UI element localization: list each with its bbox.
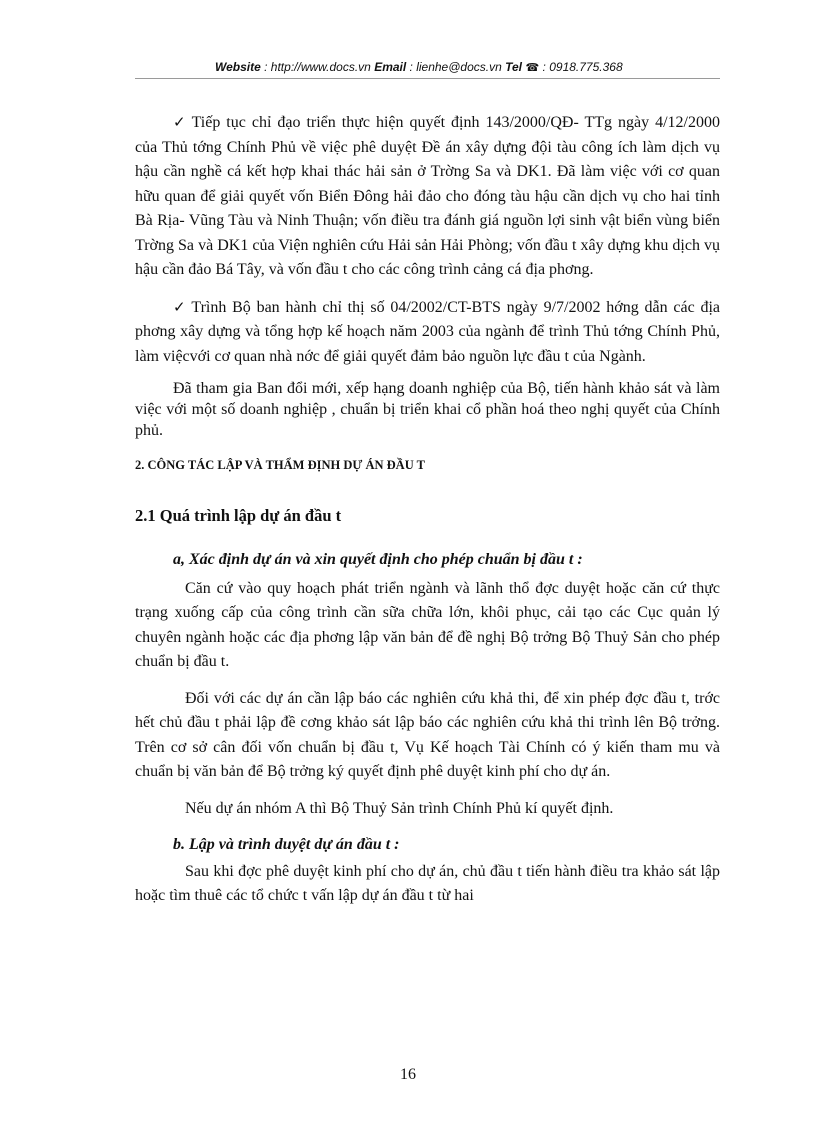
email-value: : lienhe@docs.vn xyxy=(406,60,506,74)
paragraph-5: Đối với các dự án cần lập báo các nghiên cứu khả thi, để xin phép đợc đầu t, trớc hết chủ đầu t phải lập đề cơng khảo sát lập báo các nghiên cứu khả thi trình lên Bộ trởng. Trên cơ sở cân đối vốn chuẩn bị đầu t, Vụ Kế hoạch Tài Chính có ý kiến tham mu và chuẩn bị văn bản để Bộ trởng ký quyết định phê duyệt kinh phí cho dự án. xyxy=(135,689,720,780)
checkmark-icon: ✓ xyxy=(173,297,188,316)
subsection-heading-b: b. Lập và trình duyệt dự án đầu t : xyxy=(173,836,400,853)
section-heading-2: 2. CÔNG TÁC LẬP VÀ THẨM ĐỊNH DỰ ÁN ĐẦU T xyxy=(135,458,425,472)
paragraph-1 xyxy=(135,110,720,283)
header-contact-line xyxy=(215,60,695,74)
paragraph-6: Nếu dự án nhóm A thì Bộ Thuỷ Sản trình Chính Phủ kí quyết định. xyxy=(185,799,614,817)
document-body xyxy=(135,110,720,909)
paragraph-4: Căn cứ vào quy hoạch phát triển ngành và lãnh thổ đợc duyệt hoặc căn cứ thực trạng xuống cấp của công trình cần sữa chữa lớn, khôi phục, cải tạo các Cục quản lý chuyên ngành hoặc các địa phơng lập văn bản để đề nghị Bộ trởng Bộ Thuỷ Sản cho phép chuẩn bị đầu t. xyxy=(135,579,720,670)
paragraph-3: Đã tham gia Ban đổi mới, xếp hạng doanh nghiệp của Bộ, tiến hành khảo sát và làm việc với một số doanh nghiệp , chuẩn bị triển khai cổ phần hoá theo nghị quyết của Chính phủ. xyxy=(135,380,720,439)
tel-value: : 0918.775.368 xyxy=(539,60,623,74)
email-label: Email xyxy=(374,60,407,74)
paragraph-2 xyxy=(135,295,720,370)
paragraph-2-text: Trình Bộ ban hành chỉ thị số 04/2002/CT-BTS ngày 9/7/2002 hớng dẫn các địa phơng xây dựng và tổng hợp kế hoạch năm 2003 của ngành để trình Thủ tớng Chính Phủ, làm việcvới cơ quan nhà nớc để giải quyết đảm bảo nguồn lực đầu t của Ngành. xyxy=(135,298,720,365)
section-heading-2-1: 2.1 Quá trình lập dự án đầu t xyxy=(135,505,342,525)
website-label: Website xyxy=(215,60,261,74)
tel-label: Tel xyxy=(505,60,523,74)
header-rule xyxy=(135,78,720,79)
website-value: : http://www.docs.vn xyxy=(260,60,375,74)
paragraph-7: Sau khi đợc phê duyệt kinh phí cho dự án, chủ đầu t tiến hành điều tra khảo sát lập hoặc tìm thuê các tổ chức t vấn lập dự án đầu t từ hai xyxy=(135,862,720,904)
phone-icon: ☎ xyxy=(522,61,540,74)
checkmark-icon: ✓ xyxy=(173,113,188,131)
page-number: 16 xyxy=(400,1066,416,1083)
paragraph-1-text: Tiếp tục chỉ đạo triển thực hiện quyết định 143/2000/QĐ- TTg ngày 4/12/2000 của Thủ tớng Chính Phủ về việc phê duyệt Đề án xây dựng đội tàu công ích làm dịch vụ hậu cần nghề cá kết hợp khai thác hải sản ở Trờng Sa và DK1. Đã làm việc với cơ quan hữu quan để giải quyết vốn Biển Đông hải đảo cho đóng tàu hậu cần dịch vụ cho hai tỉnh Bà Rịa- Vũng Tàu và Ninh Thuận; vốn điều tra đánh giá nguồn lợi sinh vật biển vùng biển Trờng Sa và DK1 của Viện nghiên cứu Hải sản Hải Phòng; vốn đầu t xây dựng khu dịch vụ hậu cần đảo Bá Tây, và vốn đầu t cho các công trình cảng cá địa phơng. xyxy=(135,114,720,278)
subsection-heading-a: a, Xác định dự án và xin quyết định cho phép chuẩn bị đầu t : xyxy=(173,551,583,568)
